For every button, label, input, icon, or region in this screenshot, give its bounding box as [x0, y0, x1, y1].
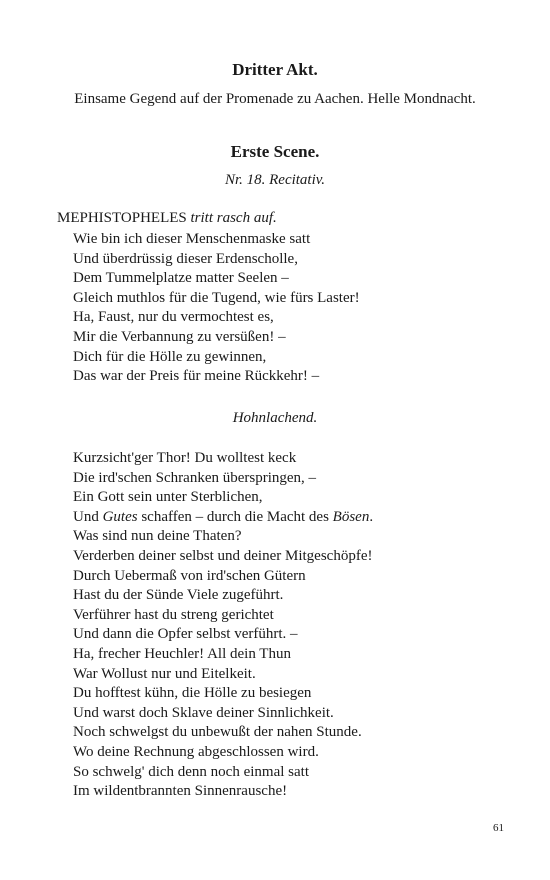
verse-line: Wie bin ich dieser Menschenmaske satt	[73, 231, 311, 247]
verse-line: Kurzsicht'ger Thor! Du wolltest keck	[73, 450, 297, 466]
speaker-line	[57, 210, 277, 227]
verse-line: Mir die Verbannung zu versüßen! –	[73, 328, 286, 345]
verse-block-1	[73, 230, 360, 387]
verse-line: Die ird'schen Schranken überspringen, –	[73, 469, 317, 486]
verse-line: Wo deine Rechnung abgeschlossen wird.	[73, 743, 319, 760]
speaker-direction: tritt rasch auf.	[190, 210, 277, 226]
verse-line: Noch schwelgst du unbewußt der nahen Stunde.	[73, 724, 362, 741]
verse-line: War Wollust nur und Eitelkeit.	[73, 665, 256, 682]
verse-line: So schwelg' dich denn noch einmal satt	[73, 763, 309, 780]
verse-line: Ein Gott sein unter Sterblichen,	[73, 489, 263, 506]
verse-line: Im wildentbrannten Sinnenrausche!	[73, 783, 288, 800]
musical-number-label: Nr. 18. Recitativ.	[224, 172, 326, 188]
verse-line-mixed	[73, 508, 373, 528]
page-number: 61	[493, 822, 504, 834]
verse-line: Dich für die Hölle zu gewinnen,	[73, 348, 267, 365]
verse-text: schaffen – durch die Macht des	[137, 508, 333, 525]
verse-line: Verführer hast du streng gerichtet	[73, 606, 274, 623]
verse-text: .	[369, 508, 374, 525]
verse-line: Und warst doch Sklave deiner Sinnlichkeit.	[73, 704, 334, 721]
verse-line: Dem Tummelplatze matter Seelen –	[73, 270, 289, 287]
verse-line: Gleich muthlos für die Tugend, wie fürs Laster!	[73, 289, 360, 306]
verse-line: Und überdrüssig dieser Erdenscholle,	[73, 250, 298, 267]
verse-line: Ha, Faust, nur du vermochtest es,	[73, 309, 274, 326]
verse-line: Und dann die Opfer selbst verführt. –	[73, 626, 298, 643]
verse-line: Ha, frecher Heuchler! All dein Thun	[73, 645, 291, 662]
scene-title: Erste Scene.	[230, 142, 320, 161]
verse-line: Das war der Preis für meine Rückkehr! –	[73, 368, 320, 385]
verse-line: Verderben deiner selbst und deiner Mitgeschöpfe!	[73, 547, 373, 564]
verse-line: Was sind nun deine Thaten?	[73, 528, 242, 545]
verse-line: Du hofftest kühn, die Hölle zu besiegen	[73, 685, 312, 702]
verse-block-2	[73, 449, 373, 802]
act-setting: Einsame Gegend auf der Promenade zu Aachen. Helle Mondnacht.	[74, 91, 476, 107]
verse-emphasis: Gutes	[102, 508, 138, 525]
verse-line: Hast du der Sünde Viele zugeführt.	[73, 587, 284, 604]
speaker-name: MEPHISTOPHELES	[57, 210, 187, 226]
verse-line: Durch Uebermaß von ird'schen Gütern	[73, 567, 306, 584]
verse-emphasis: Bösen	[332, 508, 370, 525]
verse-text: Und	[73, 508, 103, 525]
act-title: Dritter Akt.	[232, 60, 318, 79]
stage-direction: Hohnlachend.	[232, 410, 318, 426]
